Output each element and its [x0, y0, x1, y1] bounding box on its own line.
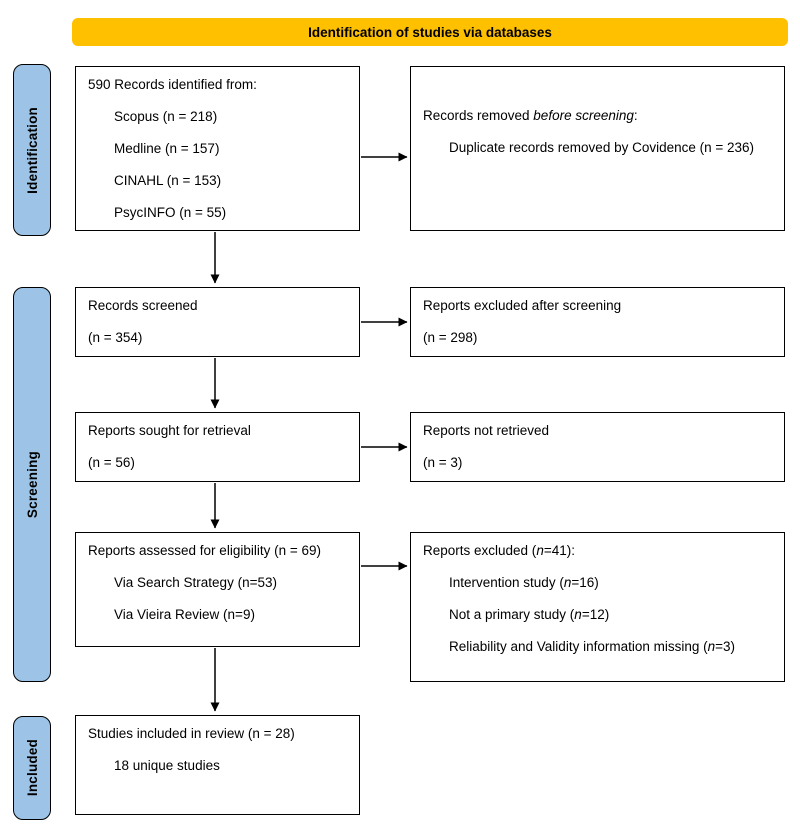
stage-identification-text: Identification: [24, 106, 40, 194]
excluded-after-screening-count: (n = 298): [423, 330, 478, 345]
stage-label-screening: [13, 287, 51, 682]
stage-screening-text: Screening: [24, 450, 40, 519]
text-segment: Reliability and Validity information missing (: [449, 639, 708, 654]
not-retrieved-label: Reports not retrieved: [423, 423, 550, 438]
records-removed-item-duplicates: Duplicate records removed by Covidence (n = 236): [449, 140, 755, 155]
box-reports-assessed: [75, 532, 360, 647]
text-segment-italic: n: [574, 607, 582, 622]
excluded-eligibility-item-intervention: [423, 574, 772, 591]
studies-included-title: Studies included in review (n = 28): [88, 726, 295, 741]
box-records-removed: [410, 66, 785, 231]
records-removed-title: [423, 107, 772, 124]
records-identified-item-medline: Medline (n = 157): [114, 141, 220, 156]
stage-included-text: Included: [24, 739, 40, 797]
diagram-title-banner: [72, 18, 788, 46]
reports-assessed-title: Reports assessed for eligibility (n = 69): [88, 543, 321, 558]
reports-sought-count: (n = 56): [88, 455, 135, 470]
text-segment-italic: n: [707, 639, 716, 654]
text-segment: Reports excluded (: [423, 543, 537, 558]
excluded-eligibility-item-not-primary: [423, 606, 772, 623]
records-screened-count: (n = 354): [88, 330, 143, 345]
box-records-screened: [75, 287, 360, 357]
records-identified-item-cinahl: CINAHL (n = 153): [114, 173, 222, 188]
records-identified-item-psycinfo: PsycINFO (n = 55): [114, 205, 227, 220]
text-segment: Records removed: [423, 108, 534, 123]
records-identified-item-scopus: Scopus (n = 218): [114, 109, 218, 124]
box-reports-excluded-after-screening: [410, 287, 785, 357]
text-segment: Intervention study (: [449, 575, 564, 590]
diagram-title: Identification of studies via databases: [308, 24, 552, 40]
excluded-after-screening-label: Reports excluded after screening: [423, 298, 622, 313]
records-identified-title: 590 Records identified from:: [88, 77, 257, 92]
box-records-identified: [75, 66, 360, 231]
text-segment: Not a primary study (: [449, 607, 575, 622]
text-segment-italic: before screening: [533, 108, 634, 123]
excluded-eligibility-title: [423, 542, 772, 559]
text-segment: =16): [571, 575, 599, 590]
text-segment: :: [633, 108, 638, 123]
records-screened-label: Records screened: [88, 298, 198, 313]
reports-assessed-item-vieira-review: Via Vieira Review (n=9): [114, 607, 255, 622]
text-segment: =3): [715, 639, 736, 654]
box-studies-included: [75, 715, 360, 815]
stage-label-identification: [13, 64, 51, 236]
reports-sought-label: Reports sought for retrieval: [88, 423, 251, 438]
not-retrieved-count: (n = 3): [423, 455, 463, 470]
text-segment: =41):: [543, 543, 575, 558]
box-reports-not-retrieved: [410, 412, 785, 482]
reports-assessed-item-search-strategy: Via Search Strategy (n=53): [114, 575, 277, 590]
studies-included-item-unique: 18 unique studies: [114, 758, 220, 773]
text-segment: =12): [581, 607, 610, 622]
box-reports-sought: [75, 412, 360, 482]
stage-label-included: [13, 716, 51, 820]
text-segment-italic: n: [563, 575, 572, 590]
excluded-eligibility-item-reliability: [423, 638, 772, 655]
text-segment-italic: n: [536, 543, 544, 558]
box-reports-excluded-eligibility: [410, 532, 785, 682]
